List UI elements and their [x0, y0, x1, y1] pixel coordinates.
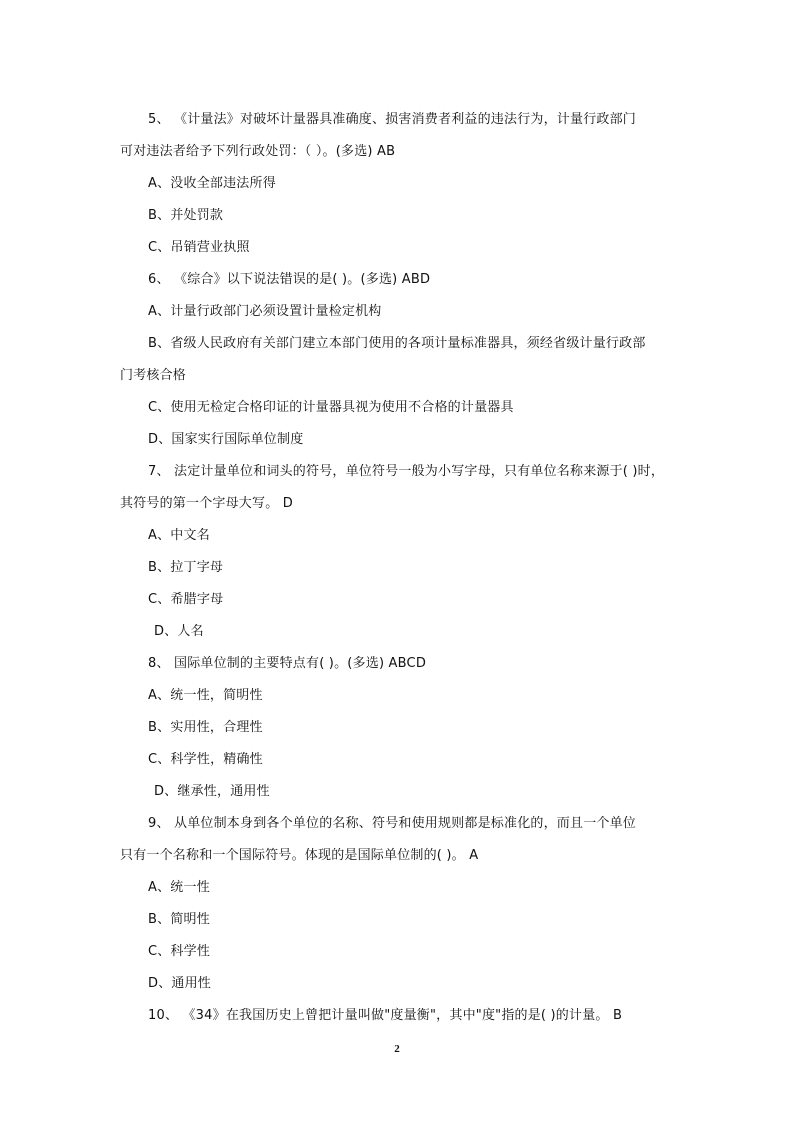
question-5-line-2: 可对违法者给予下列行政处罚：（ ）。(多选) AB: [120, 144, 396, 159]
option-9a: A、统一性: [148, 880, 210, 895]
option-6a: A、计量行政部门必须设置计量检定机构: [148, 304, 382, 319]
option-7d: D、人名: [154, 624, 204, 639]
option-6d: D、国家实行国际单位制度: [148, 432, 304, 447]
question-10: 10、 《34》在我国历史上曾把计量叫做"度量衡"，其中"度"指的是( )的计量。 B: [148, 1008, 623, 1023]
option-7b: B、拉丁字母: [148, 560, 224, 575]
option-7a: A、中文名: [148, 528, 210, 543]
option-9c: C、科学性: [148, 944, 211, 959]
option-5c: C、吊销营业执照: [148, 240, 250, 255]
option-8a: A、统一性，简明性: [148, 688, 263, 703]
question-9-line-2: 只有一个名称和一个国际符号。体现的是国际单位制的( )。 A: [120, 848, 479, 863]
option-9b: B、简明性: [148, 912, 210, 927]
option-6b-line-2: 门考核合格: [120, 368, 187, 383]
question-9-line-1: 9、 从单位制本身到各个单位的名称、符号和使用规则都是标准化的，而且一个单位: [148, 816, 637, 831]
option-9d: D、通用性: [148, 976, 212, 991]
option-5b: B、并处罚款: [148, 208, 224, 223]
option-5a: A、没收全部违法所得: [148, 176, 276, 191]
question-6: 6、 《综合》以下说法错误的是( )。(多选) ABD: [148, 272, 431, 287]
question-7-line-2: 其符号的第一个字母大写。 D: [120, 496, 293, 511]
option-8d: D、继承性，通用性: [154, 784, 270, 799]
option-8c: C、科学性，精确性: [148, 752, 263, 767]
question-5-line-1: 5、 《计量法》对破坏计量器具准确度、损害消费者利益的违法行为，计量行政部门: [148, 112, 637, 127]
option-6b-line-1: B、省级人民政府有关部门建立本部门使用的各项计量标准器具，须经省级计量行政部: [148, 336, 646, 351]
option-6c: C、使用无检定合格印证的计量器具视为使用不合格的计量器具: [148, 400, 514, 415]
option-8b: B、实用性，合理性: [148, 720, 263, 735]
page-number: 2: [394, 1043, 400, 1055]
question-8: 8、 国际单位制的主要特点有( )。(多选) ABCD: [148, 656, 427, 671]
question-7-line-1: 7、 法定计量单位和词头的符号，单位符号一般为小写字母，只有单位名称来源于( )时，: [148, 464, 665, 479]
option-7c: C、希腊字母: [148, 592, 224, 607]
